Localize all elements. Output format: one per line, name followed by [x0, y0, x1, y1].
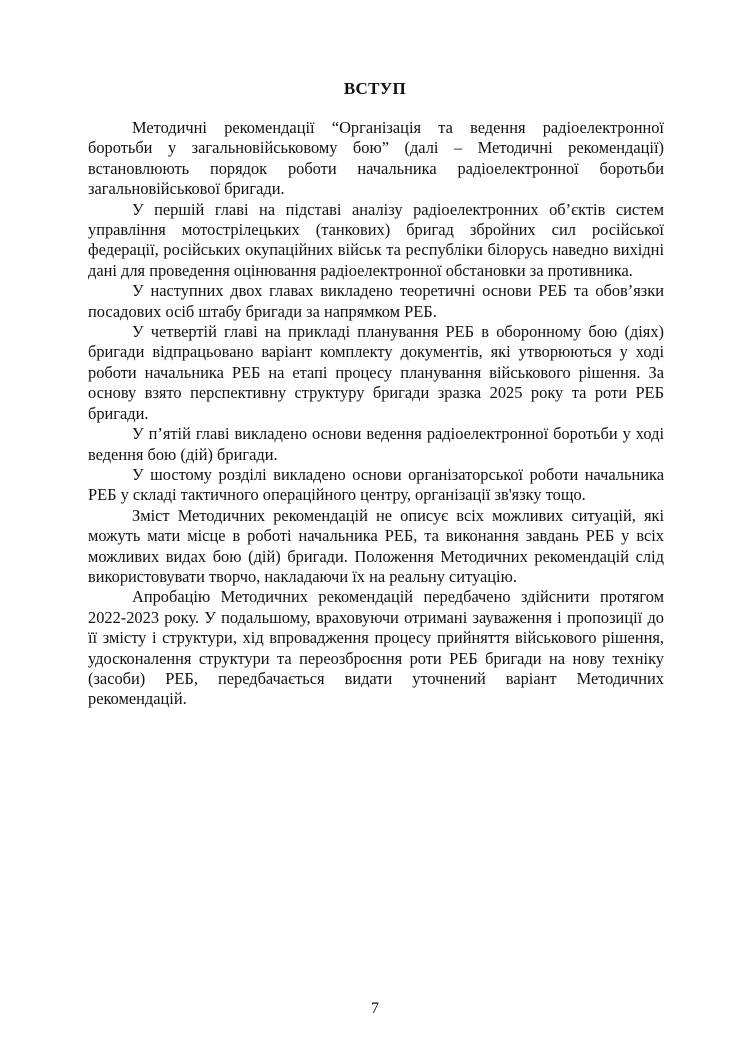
paragraph-1: Методичні рекомендації “Організація та ведення радіоелектронної боротьби у загальновійськовому бою” (далі – Методичні рекомендації) встановлюють порядок роботи начальника радіоелектронної боротьби загальновійськової бригади.	[88, 118, 664, 199]
paragraph-4: У четвертій главі на прикладі планування РЕБ в оборонному бою (діях) бригади відпрацьовано варіант комплекту документів, які утворюються у ході роботи начальника РЕБ на етапі процесу планування військового рішення. За основу взято перспективну структуру бригади зразка 2025 року та роти РЕБ бригади.	[88, 322, 664, 423]
paragraph-8: Апробацію Методичних рекомендацій передбачено здійснити протягом 2022-2023 року. У подальшому, враховуючи отримані зауваження і пропозиції до її змісту і структури, хід впровадження процесу прийняття військового рішення, удосконалення структури та переозброєння роти РЕБ бригади на нову техніку (засоби) РЕБ, передбачається видати уточнений варіант Методичних рекомендацій.	[88, 587, 664, 709]
paragraph-5: У п’ятій главі викладено основи ведення радіоелектронної боротьби у ході ведення бою (дій) бригади.	[88, 424, 664, 464]
page-number: 7	[371, 1000, 379, 1017]
paragraph-7: Зміст Методичних рекомендацій не описує всіх можливих ситуацій, які можуть мати місце в роботі начальника РЕБ, та виконання завдань РЕБ у всіх можливих видах бою (дій) бригади. Положення Методичних рекомендацій слід використовувати творчо, накладаючи їх на реальну ситуацію.	[88, 505, 664, 586]
paragraph-6: У шостому розділі викладено основи організаторської роботи начальника РЕБ у складі тактичного операційного центру, організації зв'язку тощо.	[88, 464, 664, 505]
paragraph-3: У наступних двох главах викладено теоретичні основи РЕБ та обов’язки посадових осіб штабу бригади за напрямком РЕБ.	[88, 281, 664, 321]
page-title: ВСТУП	[343, 79, 407, 98]
paragraph-2: У першій главі на підставі аналізу радіоелектронних об’єктів систем управління мотострілецьких (танкових) бригад збройних сил російської федерації, російських окупаційних військ та республіки білорусь наведно вихідні дані для проведення оцінювання радіоелектронної обстановки за противника.	[88, 199, 664, 280]
body-text	[88, 118, 664, 710]
